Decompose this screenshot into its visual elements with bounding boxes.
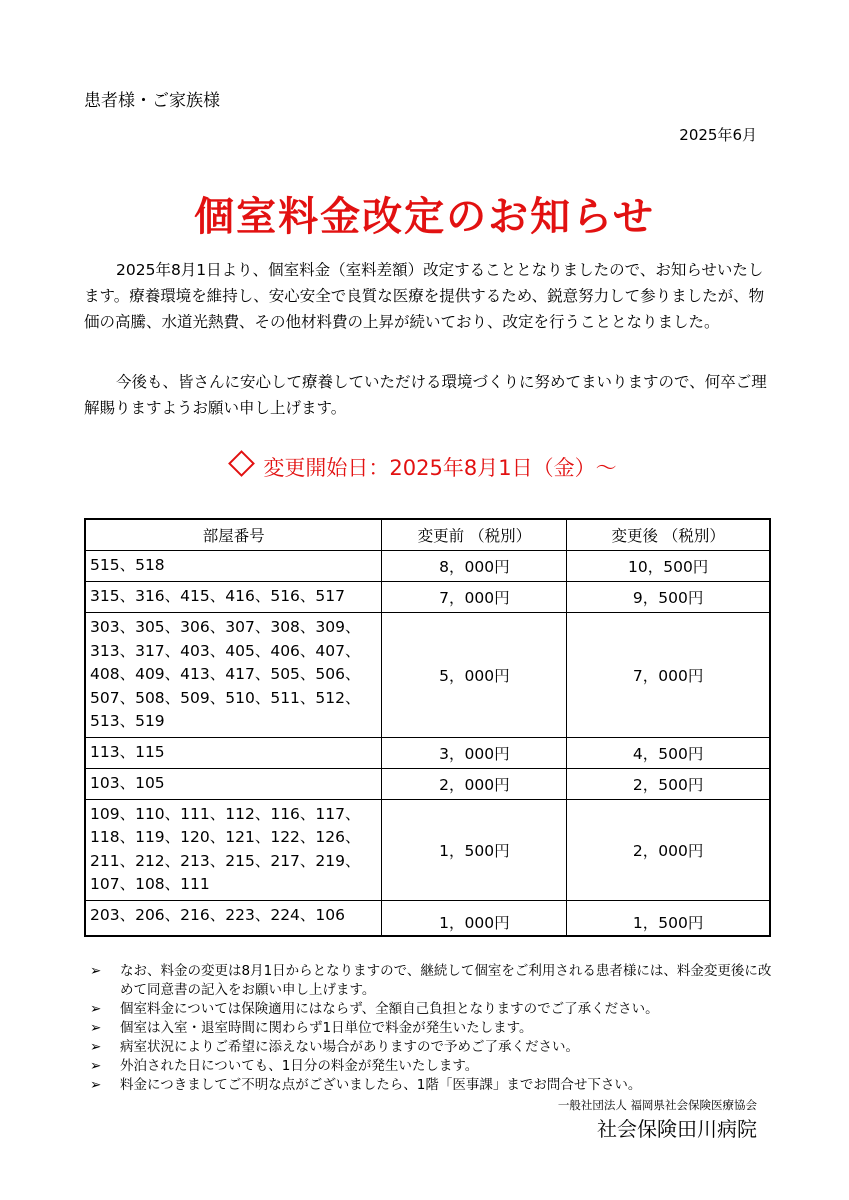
price-after: 1，500円 — [567, 900, 770, 936]
arrow-bullet-icon: ➢ — [90, 963, 102, 979]
price-before: 7，000円 — [382, 582, 567, 613]
note-text: 個室料金については保険適用にはならず、全額自己負担となりますのでご了承ください。 — [120, 1001, 659, 1017]
hospital-name: 社会保険田川病院 — [597, 1117, 757, 1141]
table-row — [85, 799, 770, 900]
closing-paragraph: 今後も、皆さんに安心して療養していただける環境づくりに努めてまいりますので、何卒ご理解賜りますようお願い申し上げます。 — [84, 373, 767, 417]
arrow-bullet-icon: ➢ — [90, 1039, 102, 1055]
start-date-text: 変更開始日：2025年8月1日（金）～ — [263, 456, 617, 480]
price-after: 10，500円 — [567, 551, 770, 582]
note-text: 外泊された日についても、1日分の料金が発生いたします。 — [120, 1058, 479, 1074]
room-numbers: 109、110、111、112、116、117、118、119、120、121、122、126、211、212、213、215、217、219、107、108、111 — [85, 799, 382, 900]
table-header-row — [85, 519, 770, 551]
list-item — [84, 962, 774, 1000]
arrow-bullet-icon: ➢ — [90, 1001, 102, 1017]
price-after: 2，500円 — [567, 768, 770, 799]
table-row — [85, 737, 770, 768]
price-before: 3，000円 — [382, 737, 567, 768]
price-after: 4，500円 — [567, 737, 770, 768]
table-row — [85, 768, 770, 799]
room-numbers: 103、105 — [85, 768, 382, 799]
price-before: 2，000円 — [382, 768, 567, 799]
price-before: 1，000円 — [382, 900, 567, 936]
note-text: 個室は入室・退室時間に関わらず1日単位で料金が発生いたします。 — [120, 1020, 533, 1036]
room-numbers: 515、518 — [85, 551, 382, 582]
issue-date: 2025年6月 — [679, 126, 757, 144]
price-before: 5，000円 — [382, 613, 567, 738]
price-before: 1，500円 — [382, 799, 567, 900]
note-text: 料金につきましてご不明な点がございましたら、1階「医事課」までお問合せ下さい。 — [120, 1077, 642, 1093]
table-row — [85, 551, 770, 582]
organization-name: 一般社団法人 福岡県社会保険医療協会 — [557, 1098, 757, 1112]
header-room-number: 部屋番号 — [85, 519, 382, 551]
note-text: なお、料金の変更は8月1日からとなりますので、継続して個室をご利用される患者様には、料金変更後に改めて同意書の記入をお願い申し上げます。 — [120, 963, 772, 998]
table-row — [85, 582, 770, 613]
start-date-notice — [0, 452, 849, 482]
arrow-bullet-icon: ➢ — [90, 1077, 102, 1093]
list-item — [84, 1000, 774, 1019]
page-title: 個室料金改定のお知らせ — [194, 194, 655, 240]
room-numbers: 303、305、306、307、308、309、313、317、403、405、406、407、408、409、413、417、505、506、507、508、509、510、511、512、513、519 — [85, 613, 382, 738]
list-item — [84, 1038, 774, 1057]
note-text: 病室状況によりご希望に添えない場合がありますので予めご了承ください。 — [120, 1039, 579, 1055]
price-after: 2，000円 — [567, 799, 770, 900]
list-item — [84, 1019, 774, 1038]
salutation: 患者様・ご家族様 — [84, 91, 220, 111]
rate-table — [84, 518, 771, 937]
room-numbers: 315、316、415、416、516、517 — [85, 582, 382, 613]
list-item — [84, 1076, 774, 1095]
header-before: 変更前 （税別） — [382, 519, 567, 551]
table-row — [85, 613, 770, 738]
diamond-icon — [228, 450, 255, 477]
room-numbers: 113、115 — [85, 737, 382, 768]
intro-paragraph: 2025年8月1日より、個室料金（室料差額）改定することとなりましたので、お知らせいたします。療養環境を維持し、安心安全で良質な医療を提供するため、鋭意努力して参りましたが、物価の高騰、水道光熱費、その他材料費の上昇が続いており、改定を行うこととなりました。 — [84, 261, 765, 331]
price-after: 7，000円 — [567, 613, 770, 738]
list-item — [84, 1057, 774, 1076]
price-after: 9，500円 — [567, 582, 770, 613]
table-row — [85, 900, 770, 936]
notes-list — [84, 962, 774, 1095]
room-numbers: 203、206、216、223、224、106 — [85, 900, 382, 936]
price-before: 8，000円 — [382, 551, 567, 582]
header-after: 変更後 （税別） — [567, 519, 770, 551]
arrow-bullet-icon: ➢ — [90, 1020, 102, 1036]
arrow-bullet-icon: ➢ — [90, 1058, 102, 1074]
